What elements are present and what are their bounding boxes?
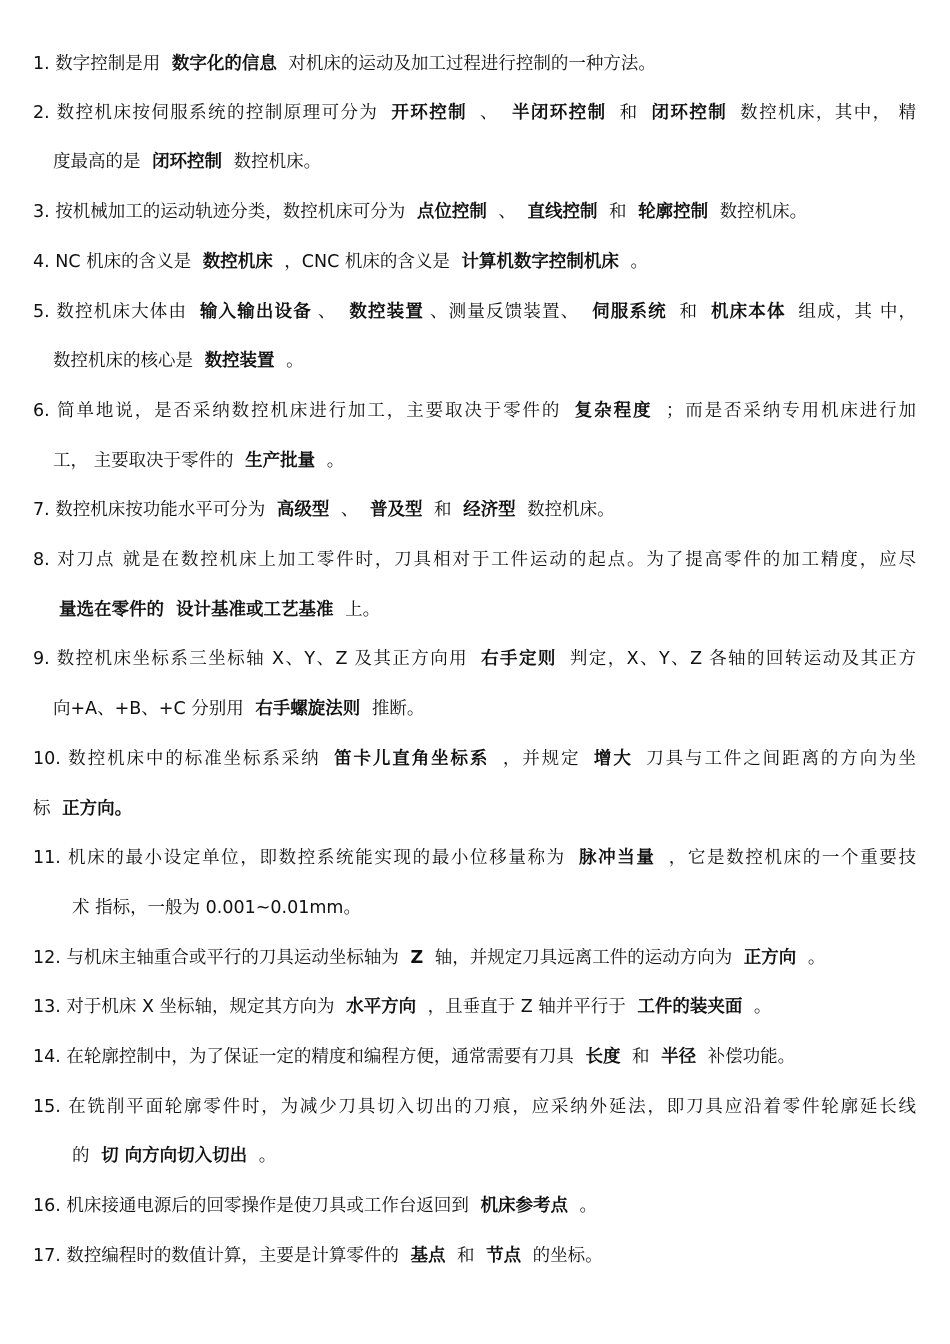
question-text: 和 — [672, 302, 705, 322]
question-text: 和 — [626, 1047, 656, 1067]
question-text: 7. 数控机床按功能水平可分为 — [33, 500, 271, 520]
answer-text: Z — [410, 948, 424, 968]
question-text: 11. 机床的最小设定单位，即数控系统能实现的最小位移量称为 — [33, 848, 573, 868]
question-text: 5. 数控机床大体由 — [33, 302, 194, 322]
question-line — [33, 945, 916, 971]
answer-text: 长度 — [585, 1047, 621, 1067]
question-text: ；而是否采纳专用机床进行加 — [658, 401, 916, 421]
answer-text: 正方向 — [743, 948, 797, 968]
answer-text: 计算机数字控制机床 — [461, 252, 619, 272]
question-text: ，并规定 — [495, 749, 588, 769]
question-line — [33, 994, 916, 1020]
question-line — [72, 895, 916, 921]
question-text: 1. 数字控制是用 — [33, 54, 166, 74]
question-text: 的 — [72, 1146, 96, 1166]
question-text: 补偿功能。 — [702, 1047, 796, 1067]
question-text: 度最高的是 — [53, 152, 147, 172]
answer-text: 直线控制 — [527, 202, 598, 222]
question-line — [33, 398, 916, 424]
question-line — [33, 100, 916, 126]
question-text: 数控机床。 — [228, 152, 322, 172]
question-text: 的坐标。 — [527, 1246, 603, 1266]
question-text: ，它是数控机床的一个重要技 — [661, 848, 916, 868]
answer-text: 正方向。 — [62, 799, 133, 819]
answer-text: 水平方向 — [346, 997, 417, 1017]
answer-text: 工件的装夹面 — [637, 997, 743, 1017]
answer-text: 脉冲当量 — [578, 848, 656, 868]
question-text: 标 — [33, 799, 57, 819]
question-text: 判定，X、Y、Z 各轴的回转运动及其正方 — [562, 649, 916, 669]
question-line — [33, 51, 916, 77]
question-line — [72, 1143, 916, 1169]
answer-text: 生产批量 — [245, 451, 316, 471]
question-text: 和 — [612, 103, 646, 123]
question-text: 2. 数控机床按伺服系统的控制原理可分为 — [33, 103, 386, 123]
question-text: 对机床的运动及加工过程进行控制的一种方法。 — [282, 54, 656, 74]
question-line — [33, 299, 916, 325]
answer-text: 复杂程度 — [574, 401, 653, 421]
answer-text: 右手螺旋法则 — [255, 699, 361, 719]
question-text: 数控机床。 — [714, 202, 808, 222]
answer-text: 数控装置 — [204, 351, 275, 371]
question-text: 组成，其 中， — [791, 302, 916, 322]
question-text: 。 — [624, 252, 648, 272]
question-text: 12. 与机床主轴重合或平行的刀具运动坐标轴为 — [33, 948, 405, 968]
answer-text: 机床本体 — [710, 302, 786, 322]
question-text: 数控机床。 — [521, 500, 615, 520]
question-text: 和 — [603, 202, 633, 222]
question-line — [33, 1243, 916, 1269]
answer-text: 笛卡儿直角坐标系 — [334, 749, 490, 769]
question-line — [53, 696, 916, 722]
question-text: 推断。 — [366, 699, 425, 719]
question-text: 8. 对刀点 就是在数控机床上加工零件时，刀具相对于工件运动的起点。为了提高零件的加工精度，应尽 — [33, 550, 916, 570]
answer-text: 基点 — [410, 1246, 446, 1266]
question-text: 和 — [428, 500, 458, 520]
question-text: 14. 在轮廓控制中，为了保证一定的精度和编程方便，通常需要有刀具 — [33, 1047, 580, 1067]
question-line — [53, 149, 916, 175]
question-text: 。 — [573, 1196, 598, 1216]
question-text: 4. NC 机床的含义是 — [33, 252, 197, 272]
answer-text: 高级型 — [276, 500, 330, 520]
question-text: 、 — [335, 500, 364, 520]
answer-text: 半闭环控制 — [511, 103, 607, 123]
answer-text: 节点 — [486, 1246, 522, 1266]
question-line — [33, 199, 916, 225]
question-text: 数控机床，其中， 精 — [733, 103, 916, 123]
question-text: 术 指标，一般为 0.001~0.01mm。 — [72, 898, 361, 918]
question-text: 。 — [253, 1146, 277, 1166]
answer-text: 机床参考点 — [480, 1196, 568, 1216]
question-line — [33, 845, 916, 871]
question-text: 。 — [748, 997, 772, 1017]
answer-text: 闭环控制 — [152, 152, 223, 172]
answer-text: 数控机床 — [202, 252, 273, 272]
question-text: ，且垂直于 Z 轴并平行于 — [422, 997, 632, 1017]
question-line — [53, 448, 916, 474]
answer-text: 开环控制 — [391, 103, 468, 123]
question-text: 轴，并规定刀具远离工件的运动方向为 — [429, 948, 738, 968]
question-text: 。 — [280, 351, 304, 371]
question-text: 6. 简单地说，是否采纳数控机床进行加工，主要取决于零件的 — [33, 401, 569, 421]
question-line — [33, 796, 916, 822]
question-line — [33, 1193, 916, 1219]
question-text: 向+A、+B、+C 分别用 — [53, 699, 250, 719]
question-line — [33, 497, 916, 523]
question-text: 3. 按机械加工的运动轨迹分类，数控机床可分为 — [33, 202, 411, 222]
question-line — [33, 1044, 916, 1070]
answer-text: 闭环控制 — [651, 103, 728, 123]
question-text: 17. 数控编程时的数值计算，主要是计算零件的 — [33, 1246, 405, 1266]
question-line — [33, 746, 916, 772]
question-text: 16. 机床接通电源后的回零操作是使刀具或工作台返回到 — [33, 1196, 475, 1216]
answer-text: 普及型 — [369, 500, 423, 520]
answer-text: 数控装置 — [349, 302, 425, 322]
answer-text: 轮廓控制 — [638, 202, 709, 222]
question-text: 9. 数控机床坐标系三坐标轴 X、Y、Z 及其正方向用 — [33, 649, 476, 669]
question-line — [53, 597, 916, 623]
question-text: 工， 主要取决于零件的 — [53, 451, 240, 471]
question-text: 、 — [317, 302, 344, 322]
answer-text: 设计基准或工艺基准 — [176, 600, 334, 620]
answer-text: 输入输出设备 — [199, 302, 312, 322]
answer-text: 点位控制 — [416, 202, 487, 222]
question-text: 15. 在铣削平面轮廓零件时，为减少刀具切入切出的刀痕，应采纳外延法，即刀具应沿着零件轮廓延长线 — [33, 1097, 916, 1117]
question-text: ，CNC 机床的含义是 — [278, 252, 456, 272]
question-line — [33, 249, 916, 275]
question-line — [33, 646, 916, 672]
question-line — [53, 348, 916, 374]
answer-text: 增大 — [593, 749, 633, 769]
question-text: 刀具与工件之间距离的方向为坐 — [638, 749, 916, 769]
question-text: 。 — [321, 451, 345, 471]
question-text: 、 — [492, 202, 522, 222]
question-text: 上。 — [339, 600, 381, 620]
question-text: 、 — [473, 103, 506, 123]
answer-text: 伺服系统 — [592, 302, 667, 322]
answer-text: 数字化的信息 — [171, 54, 277, 74]
question-line — [33, 1094, 916, 1120]
answer-text: 半径 — [661, 1047, 697, 1067]
question-text: 、测量反馈装置、 — [430, 302, 587, 322]
question-text: 和 — [451, 1246, 481, 1266]
question-text: 10. 数控机床中的标准坐标系采纳 — [33, 749, 329, 769]
question-text: 13. 对于机床 X 坐标轴，规定其方向为 — [33, 997, 341, 1017]
question-text: 数控机床的核心是 — [53, 351, 199, 371]
answer-text: 切 向方向切入切出 — [101, 1146, 248, 1166]
answer-text: 右手定则 — [481, 649, 557, 669]
question-line — [33, 547, 916, 573]
question-text: 。 — [802, 948, 826, 968]
answer-text: 经济型 — [463, 500, 516, 520]
answer-text: 量选在零件的 — [59, 600, 164, 620]
